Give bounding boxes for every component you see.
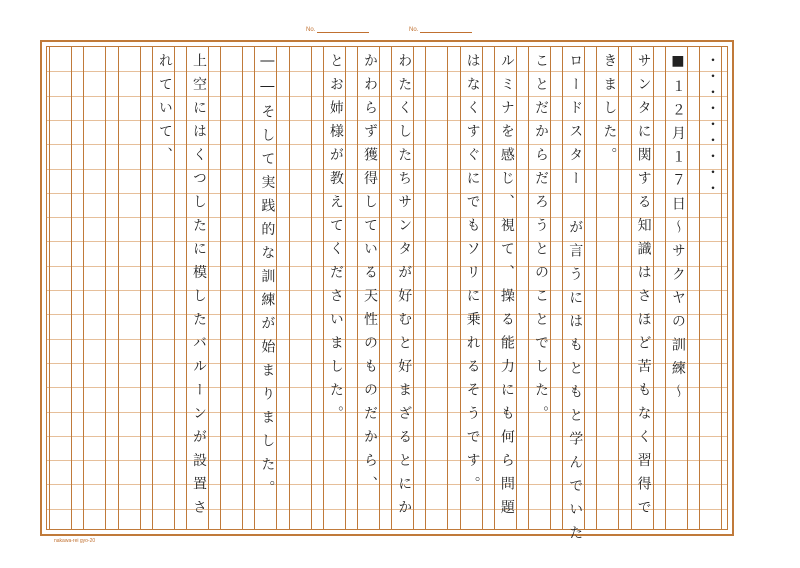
manuscript-column (596, 47, 619, 529)
number-label: No. (409, 27, 419, 33)
column-text: 上空にはくつしたに模したバルーンが設置さ (191, 53, 207, 523)
brand-footer: nakawa-rei gyo-20 (54, 538, 96, 544)
grid-row-line (47, 169, 727, 170)
page-number-field-2 (409, 27, 472, 33)
column-text: ・・・・・・・・・ (704, 53, 720, 197)
column-text: はなくすぐにでもソリに乗れるそうです。 (464, 53, 481, 500)
manuscript-column (425, 47, 448, 529)
column-text: きました。 (601, 53, 618, 171)
column-text: ルミナを感じ、視て、操る能力にも何ら問題 (498, 53, 515, 523)
column-text: とお姉様が教えてくださいました。 (327, 53, 344, 429)
column-text: サンタに関する知識はさほど苦もなく習得で (635, 53, 652, 523)
grid-row-line (47, 266, 727, 267)
grid-row-line (47, 460, 727, 461)
column-text: ――そして実践的な訓練が始まりました。 (259, 53, 276, 504)
grid-row-line (47, 363, 727, 364)
manuscript-column (699, 47, 722, 529)
manuscript-column (152, 47, 175, 529)
page-number-field-1 (306, 27, 369, 33)
manuscript-column (83, 47, 106, 529)
manuscript-column (528, 47, 551, 529)
column-text: ことだからだろうとのことでした。 (533, 53, 549, 429)
number-line (317, 32, 369, 33)
manuscript-column (391, 47, 414, 529)
grid-row-line (47, 193, 727, 194)
manuscript-column (562, 47, 585, 549)
number-line (420, 32, 472, 33)
manuscript-column (186, 47, 209, 529)
grid-row-line (47, 509, 727, 510)
column-text: れていて、 (156, 53, 173, 171)
manuscript-column (357, 47, 380, 529)
grid-row-line (47, 314, 727, 315)
manuscript-column (49, 47, 72, 529)
grid-row-line (47, 412, 727, 413)
manuscript-column (220, 47, 243, 529)
column-text: わたくしたちサンタが好むと好まざるとにか (396, 53, 413, 523)
grid-row-line (47, 436, 727, 437)
manuscript-column (494, 47, 517, 529)
manuscript-column (323, 47, 346, 529)
column-text: ■１２月１７日〜サクヤの訓練〜 (669, 53, 686, 408)
grid-row-line (47, 217, 727, 218)
column-text: ロードスター が言うにはもともと学んでいた (567, 53, 584, 549)
grid-row-line (47, 96, 727, 97)
manuscript-column (460, 47, 483, 529)
manuscript-column (289, 47, 312, 529)
manuscript-column (118, 47, 141, 529)
grid-row-line (47, 120, 727, 121)
grid-row-line (47, 387, 727, 388)
grid-row-line (47, 290, 727, 291)
manuscript-column (665, 47, 688, 529)
grid-row-line (47, 339, 727, 340)
grid-row-line (47, 241, 727, 242)
grid-row-line (47, 144, 727, 145)
grid-row-line (47, 71, 727, 72)
column-text: かわらず獲得している天性のものだから、 (362, 53, 378, 500)
manuscript-column (631, 47, 654, 529)
grid-row-line (47, 484, 727, 485)
number-label: No. (306, 27, 316, 33)
manuscript-column (254, 47, 277, 529)
